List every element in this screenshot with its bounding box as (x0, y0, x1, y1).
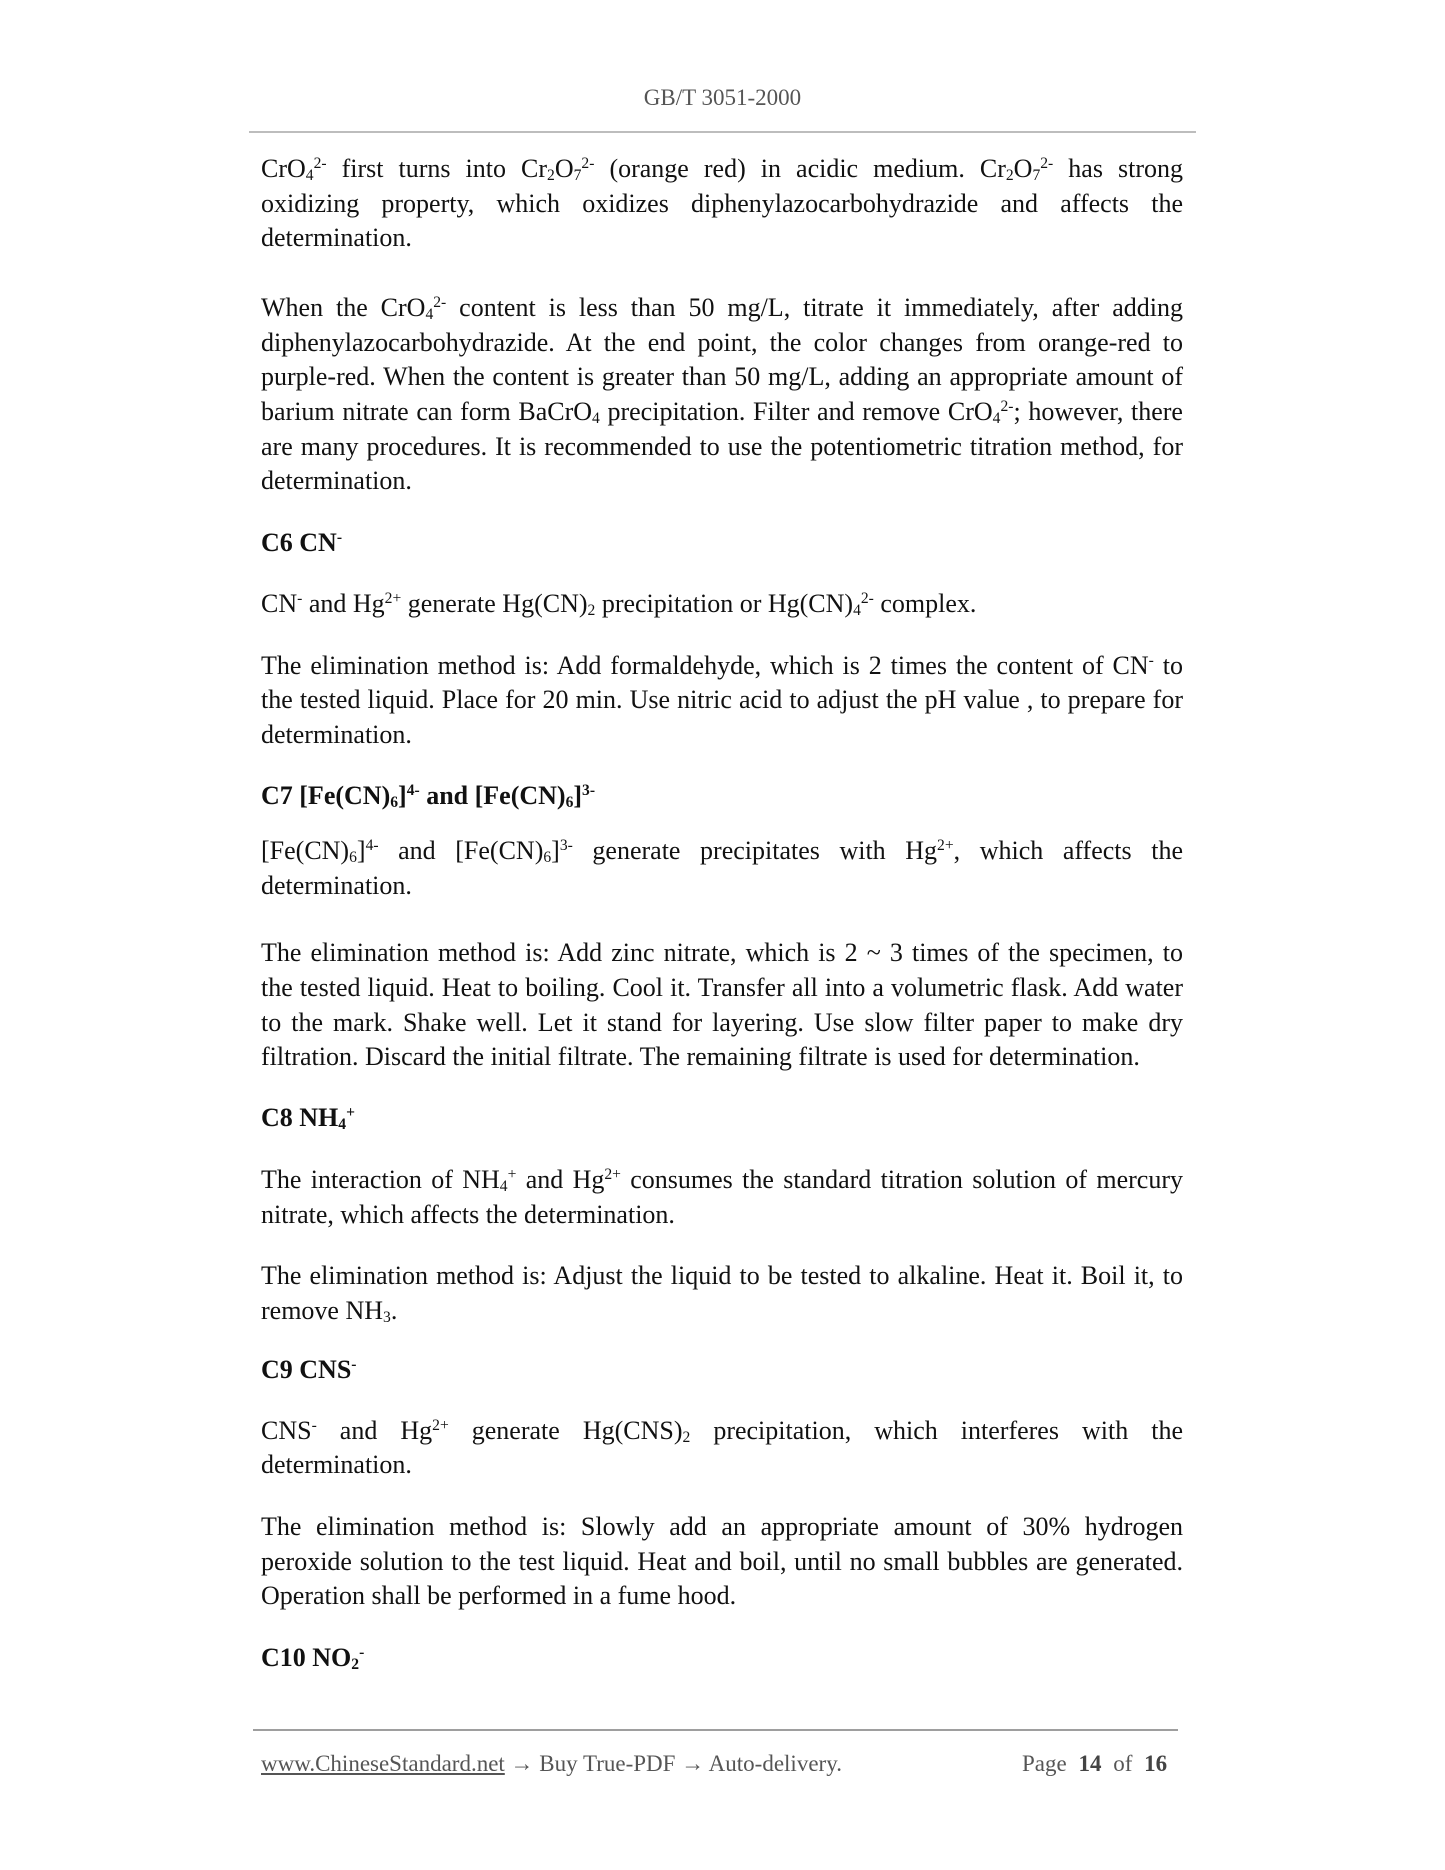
text-run: The elimination method is: Slowly add an appropriate amount of 30% hydrogen (261, 1512, 1183, 1541)
text-run: determination. (261, 720, 412, 749)
superscript: - (351, 1356, 357, 1374)
subscript: 4 (425, 306, 434, 324)
text-run: and Hg (516, 1165, 605, 1194)
footer-buy-text: Buy True-PDF (539, 1751, 676, 1776)
superscript: 2- (860, 590, 874, 608)
text-run: remove NH (261, 1296, 384, 1325)
text-run: to (1153, 651, 1183, 680)
superscript: - (336, 529, 343, 547)
text-run: and [Fe(CN) (419, 781, 566, 810)
paragraph-line (261, 464, 1183, 498)
text-run: content is less than 50 mg/L, titrate it immediately, after adding (446, 293, 1183, 322)
text-run: , which affects the (953, 836, 1183, 865)
subscript: 4 (592, 410, 600, 428)
section-heading (261, 1101, 1183, 1135)
footer-website-link[interactable]: www.ChineseStandard.net (261, 1751, 505, 1776)
page-total: 16 (1144, 1751, 1168, 1776)
text-run: When the CrO (261, 293, 426, 322)
superscript: 4- (406, 782, 420, 800)
subscript: 6 (349, 849, 357, 867)
text-run: consumes the standard titration solution of mercury (620, 1165, 1183, 1194)
text-run: diphenylazocarbohydrazide. At the end point, the color changes from orange-red to (261, 328, 1183, 357)
paragraph-line (261, 869, 1183, 903)
subscript: 2 (547, 167, 555, 185)
text-run: to the mark. Shake well. Let it stand for layering. Use slow filter paper to make dry (261, 1008, 1183, 1037)
page-header-title: GB/T 3051-2000 (643, 85, 802, 110)
footer-divider (253, 1729, 1178, 1731)
text-run: the tested liquid. Heat to boiling. Cool it. Transfer all into a volumetric flask. Add water (261, 973, 1183, 1002)
text-run: The interaction of NH (261, 1165, 500, 1194)
paragraph-line (261, 152, 1183, 186)
text-run: (orange red) in acidic medium. Cr (594, 154, 1006, 183)
paragraph-line (261, 1006, 1183, 1040)
text-run: CNS (261, 1416, 312, 1445)
text-run: purple-red. When the content is greater than 50 mg/L, adding an appropriate amount of (261, 362, 1183, 391)
paragraph-line (261, 683, 1183, 717)
paragraph-line (261, 587, 1183, 621)
text-run: CrO (261, 154, 306, 183)
text-run: C6 CN (261, 528, 337, 557)
text-run: Operation shall be performed in a fume hood. (261, 1581, 737, 1610)
superscript: - (359, 1644, 365, 1662)
subscript: 6 (565, 794, 574, 812)
paragraph-line (261, 649, 1183, 683)
subscript: 2 (1005, 167, 1014, 185)
paragraph-line (261, 1414, 1183, 1448)
text-run: determination. (261, 466, 412, 495)
paragraph-line (261, 718, 1183, 752)
page-of-label: of (1113, 1751, 1133, 1776)
text-run: [Fe(CN) (261, 836, 350, 865)
text-run: C8 NH (261, 1103, 339, 1132)
text-run: and [Fe(CN) (378, 836, 544, 865)
superscript: 3- (582, 782, 596, 800)
arrow-right-icon: → (681, 1751, 705, 1776)
superscript: 2+ (432, 1417, 449, 1435)
superscript: - (1148, 652, 1154, 670)
paragraph-line (261, 971, 1183, 1005)
text-run: generate precipitates with Hg (572, 836, 938, 865)
text-run: The elimination method is: Adjust the liquid to be tested to alkaline. Heat it. Boil it, to (261, 1261, 1183, 1290)
text-run: determination. (261, 871, 412, 900)
superscript: + (346, 1104, 355, 1122)
paragraph-line (261, 221, 1183, 255)
paragraph-line (261, 936, 1183, 970)
text-run: generate Hg(CNS) (448, 1416, 683, 1445)
superscript: - (297, 590, 303, 608)
text-run: nitrate, which affects the determination. (261, 1200, 675, 1229)
superscript: 2+ (937, 837, 954, 855)
text-run: barium nitrate can form BaCrO (261, 397, 593, 426)
superscript: 2- (581, 155, 595, 173)
superscript: 2- (433, 294, 447, 312)
text-run: determination. (261, 1450, 412, 1479)
footer-promo (261, 1750, 842, 1778)
text-run: precipitation, which interferes with the (690, 1416, 1183, 1445)
superscript: 2- (1000, 398, 1014, 416)
text-run: determination. (261, 223, 412, 252)
paragraph-line (261, 1545, 1183, 1579)
superscript: 4- (365, 837, 379, 855)
text-run: peroxide solution to the test liquid. Heat and boil, until no small bubbles are generated. (261, 1547, 1183, 1576)
subscript: 7 (1032, 167, 1041, 185)
paragraph-line (261, 834, 1183, 868)
subscript: 4 (992, 410, 1001, 428)
superscript: 2- (313, 155, 327, 173)
text-run: O (554, 154, 574, 183)
subscript: 4 (338, 1116, 347, 1134)
text-run: CN (261, 589, 298, 618)
text-run: ] (573, 781, 583, 810)
subscript: 6 (390, 794, 399, 812)
text-run: ] (356, 836, 366, 865)
superscript: - (311, 1417, 317, 1435)
paragraph-line (261, 1510, 1183, 1544)
paragraph-line (261, 1198, 1183, 1232)
subscript: 3 (383, 1309, 391, 1327)
subscript: 2 (682, 1429, 691, 1447)
text-run: ; however, there (1013, 397, 1183, 426)
arrow-right-icon: → (510, 1751, 534, 1776)
superscript: 3- (559, 837, 573, 855)
text-run: The elimination method is: Add zinc nitrate, which is 2 ~ 3 times of the specimen, to (261, 938, 1183, 967)
superscript: + (507, 1166, 517, 1184)
paragraph-line (261, 1294, 1183, 1328)
section-heading (261, 526, 1183, 560)
text-run: and Hg (316, 1416, 433, 1445)
subscript: 6 (543, 849, 552, 867)
text-run: oxidizing property, which oxidizes diphenylazocarbohydrazide and affects the (261, 189, 1183, 218)
subscript: 2 (587, 602, 596, 620)
text-run: . (390, 1296, 398, 1325)
text-run: C10 NO (261, 1643, 352, 1672)
page-number (1022, 1750, 1167, 1778)
text-run: are many procedures. It is recommended to use the potentiometric titration method, for (261, 432, 1183, 461)
paragraph-line (261, 291, 1183, 325)
text-run: The elimination method is: Add formaldehyde, which is 2 times the content of CN (261, 651, 1149, 680)
text-run: O (1013, 154, 1033, 183)
text-run: filtration. Discard the initial filtrate. The remaining filtrate is used for determination. (261, 1042, 1140, 1071)
superscript: 2+ (384, 590, 402, 608)
section-heading (261, 1353, 1183, 1387)
subscript: 4 (305, 167, 314, 185)
paragraph-line (261, 360, 1183, 394)
text-run: ] (551, 836, 560, 865)
text-run: precipitation or Hg(CN) (595, 589, 854, 618)
text-run: C9 CNS (261, 1355, 352, 1384)
text-run: first turns into Cr (326, 154, 548, 183)
paragraph-line (261, 1259, 1183, 1293)
text-run: the tested liquid. Place for 20 min. Use nitric acid to adjust the pH value , to prepare for (261, 685, 1183, 714)
paragraph-line (261, 1579, 1183, 1613)
text-run: has strong (1053, 154, 1183, 183)
text-run: and Hg (302, 589, 385, 618)
paragraph-line (261, 1163, 1183, 1197)
paragraph-line (261, 430, 1183, 464)
paragraph-line (261, 187, 1183, 221)
paragraph-line (261, 1448, 1183, 1482)
section-heading (261, 1641, 1183, 1675)
paragraph-line (261, 1040, 1183, 1074)
footer-delivery-text: Auto-delivery. (708, 1751, 842, 1776)
text-run: precipitation. Filter and remove CrO (599, 397, 993, 426)
text-run: generate Hg(CN) (401, 589, 588, 618)
subscript: 4 (853, 602, 861, 620)
subscript: 4 (499, 1178, 508, 1196)
page-label: Page (1022, 1751, 1067, 1776)
subscript: 7 (573, 167, 582, 185)
paragraph-line (261, 326, 1183, 360)
text-run: C7 [Fe(CN) (261, 781, 391, 810)
text-run: ] (398, 781, 407, 810)
section-heading (261, 779, 1183, 813)
header-divider (249, 131, 1196, 133)
text-run: complex. (873, 589, 977, 618)
paragraph-line (261, 395, 1183, 429)
superscript: 2- (1040, 155, 1054, 173)
page-current: 14 (1078, 1751, 1102, 1776)
superscript: 2+ (604, 1166, 621, 1184)
subscript: 2 (351, 1656, 360, 1674)
